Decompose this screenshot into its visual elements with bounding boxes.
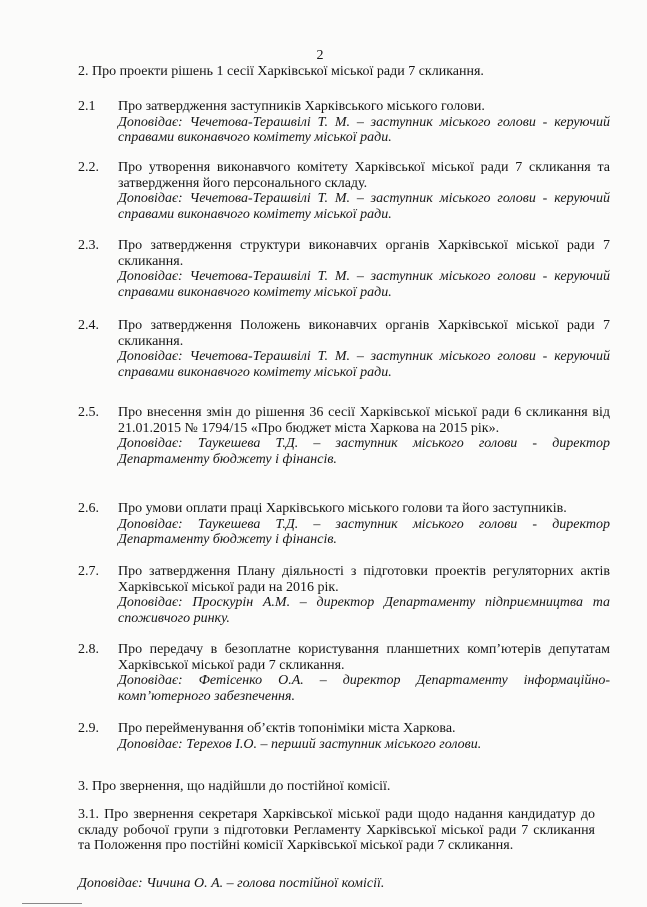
item-number: 2.4. (78, 318, 99, 333)
item-title-text: Про звернення секретаря Харківської міської ради щодо надання кандидатур до складу робочої групи з підготовки Регламенту Харківської міської ради 7 скликання та Положення про постійні комісії Харківської міської ради 7 скликання. (78, 807, 595, 853)
page-number: 2 (316, 48, 324, 63)
item-number: 2.6. (78, 501, 99, 516)
item-number: 2.3. (78, 238, 99, 253)
item-reporter: Доповідає: Терехов І.О. – перший заступник міського голови. (118, 736, 482, 752)
agenda-item-2-9 (78, 721, 610, 752)
item-reporter: Доповідає: Таукешева Т.Д. – заступник міського голови - директор Департаменту бюджету і фінансів. (118, 436, 610, 467)
agenda-item-2-3 (78, 238, 610, 300)
item-title: Про перейменування об’єктів топоніміки міста Харкова. (118, 721, 456, 736)
item-reporter: Доповідає: Чечетова-Терашвілі Т. М. – заступник міського голови - керуючий справами виконавчого комітету міської ради. (118, 114, 610, 145)
item-title: Про передачу в безоплатне користування планшетних комп’ютерів депутатам Харківської міської ради 7 скликання. (118, 642, 610, 673)
item-title: Про затвердження Плану діяльності з підготовки проектів регуляторних актів Харківської міської ради на 2016 рік. (118, 564, 610, 595)
item-reporter: Доповідає: Чечетова-Терашвілі Т. М. – заступник міського голови - керуючий справами виконавчого комітету міської ради. (118, 349, 610, 380)
item-reporter: Доповідає: Проскурін А.М. – директор Департаменту підприємництва та споживчого ринку. (118, 595, 610, 626)
item-reporter: Доповідає: Чечетова-Терашвілі Т. М. – заступник міського голови - керуючий справами виконавчого комітету міської ради. (118, 269, 610, 300)
item-number: 2.1 (78, 99, 96, 114)
bottom-rule (22, 903, 82, 904)
item-title: Про внесення змін до рішення 36 сесії Харківської міської ради 6 скликання від 21.01.2015 № 1794/15 «Про бюджет міста Харкова на 2015 рік». (118, 405, 610, 436)
item-number: 3.1. (78, 807, 99, 822)
agenda-item-2-8 (78, 642, 610, 704)
item-number: 2.2. (78, 160, 99, 175)
section-3-heading: 3. Про звернення, що надійшли до постійної комісії. (78, 779, 391, 794)
agenda-item-2-5 (78, 405, 610, 467)
item-number: 2.5. (78, 405, 99, 420)
agenda-item-2-4 (78, 318, 610, 380)
section-2-heading: 2. Про проекти рішень 1 сесії Харківської міської ради 7 скликання. (78, 64, 484, 79)
item-title: Про умови оплати праці Харківського міського голови та його заступників. (118, 501, 567, 516)
agenda-item-2-2 (78, 160, 610, 222)
item-title: Про утворення виконавчого комітету Харківської міської ради 7 скликання та затвердження його персонального складу. (118, 160, 610, 191)
agenda-item-2-1 (78, 99, 610, 146)
item-reporter: Доповідає: Чечетова-Терашвілі Т. М. – заступник міського голови - керуючий справами виконавчого комітету міської ради. (118, 191, 610, 222)
item-number: 2.9. (78, 721, 99, 736)
agenda-item-2-7 (78, 564, 610, 626)
item-reporter: Доповідає: Таукешева Т.Д. – заступник міського голови - директор Департаменту бюджету і фінансів. (118, 516, 610, 547)
item-title (78, 807, 595, 854)
item-title: Про затвердження Положень виконавчих органів Харківської міської ради 7 скликання. (118, 318, 610, 349)
item-title: Про затвердження структури виконавчих органів Харківської міської ради 7 скликання. (118, 238, 610, 269)
item-title: Про затвердження заступників Харківського міського голови. (118, 99, 485, 114)
item-number: 2.7. (78, 564, 99, 579)
item-reporter: Доповідає: Фетісенко О.А. – директор Департаменту інформаційно-комп’ютерного забезпечення. (118, 673, 610, 704)
item-reporter: Доповідає: Чичина О. А. – голова постійної комісії. (78, 876, 385, 891)
agenda-item-3-1 (78, 807, 595, 854)
item-number: 2.8. (78, 642, 99, 657)
agenda-item-2-6 (78, 501, 610, 548)
